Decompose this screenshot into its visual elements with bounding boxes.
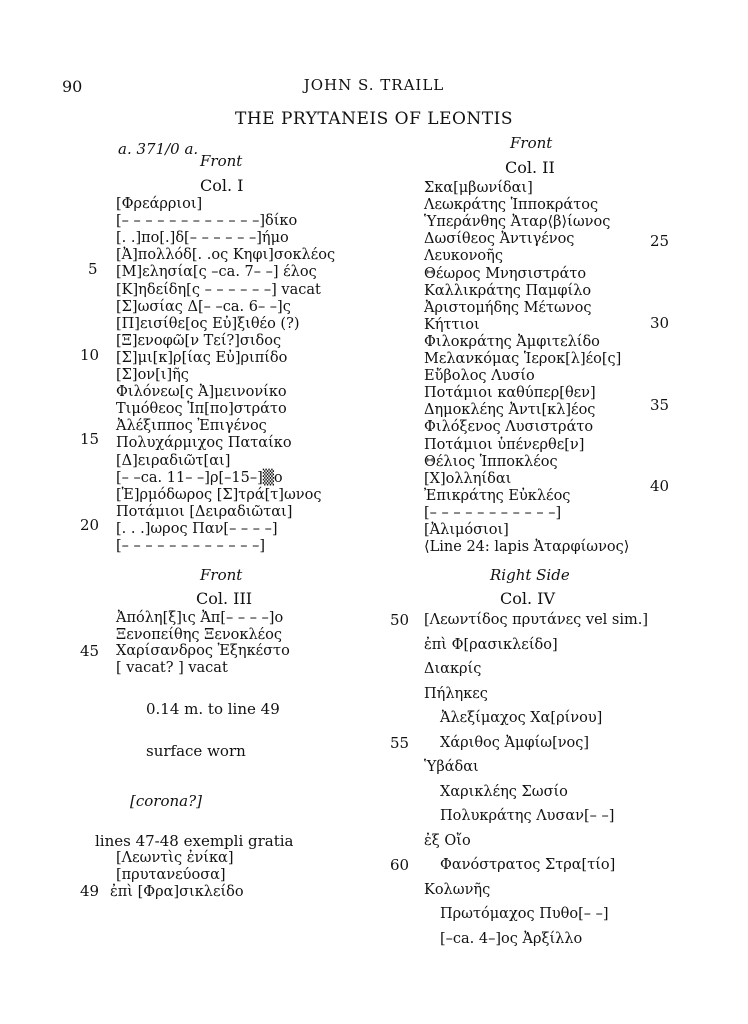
text-line: Μελανκόμας Ἱεροκ[λ]έο[ς]: [424, 351, 622, 367]
line-number: 49: [80, 882, 100, 900]
line-number: 5: [88, 260, 98, 278]
text-line: [– – – – – – – – – – – –]: [116, 538, 266, 554]
line-number: 25: [650, 232, 670, 250]
running-head: JOHN S. TRAILL: [303, 76, 445, 94]
text-line: [Σ]ον[ι]ῆς: [116, 367, 189, 383]
col1-side: Front: [200, 152, 243, 170]
text-line: [Ξ]ενοφῶ[ν Τεί?]σιδος: [116, 332, 282, 349]
col1-heading: Col. I: [200, 176, 244, 195]
text-line: [–ca. 4–]ος Ἀρξίλλο: [440, 930, 583, 947]
line-number: 35: [650, 396, 670, 414]
col4-heading: Col. IV: [500, 589, 556, 608]
text-line: ἐξ Οἴο: [424, 832, 471, 849]
text-line: ⟨Line 24: lapis Ἀταρφίωνος⟩: [424, 539, 630, 556]
text-line: Ξενοπείθης Ξενοκλέος: [116, 626, 283, 643]
text-line: Θέλιος Ἱπποκλέος: [424, 453, 558, 470]
col3-heading: Col. III: [196, 589, 253, 608]
text-line: Πήληκες: [424, 685, 488, 702]
text-line: [Π]εισίθε[ος Εὐ]ξιθέο (?): [116, 315, 300, 332]
line-number: 10: [80, 346, 100, 364]
text-line: [Φρεάρριοι]: [116, 196, 203, 212]
text-line: Ἀπόλη[ξ]ις Ἀπ[– – – –]ο: [116, 610, 284, 626]
col4-side: Right Side: [490, 566, 570, 584]
text-line: Ὑπεράνθης Ἀταρ⟨β⟩ίωνος: [424, 214, 611, 231]
text-line: [Σ]ωσίας Δ[– –ca. 6– –]ς: [116, 298, 291, 315]
text-line: [– – – – – – – – – – – –]δίκο: [116, 213, 298, 230]
text-line: Λεωκράτης Ἱπποκράτος: [424, 197, 599, 214]
text-line: Φιλόξενος Λυσιστράτο: [424, 419, 594, 436]
col3-side: Front: [200, 566, 243, 584]
line-number: 45: [80, 642, 100, 660]
text-line: [Μ]ελησία[ς –ca. 7– –] έλος: [116, 264, 317, 281]
text-line: [πρυτανεύοσα]: [116, 867, 226, 883]
text-line: [– –ca. 11– –]ρ[–15–]▒ο: [116, 469, 283, 486]
text-line: Κήττιοι: [424, 316, 480, 333]
text-line: Δημοκλέης Ἀντι[κλ]έος: [424, 402, 596, 419]
text-line: Τιμόθεος Ἱπ[πο]στράτο: [116, 401, 287, 418]
line-number: 20: [80, 516, 100, 534]
col1-date: a. 371/0 a.: [118, 140, 199, 158]
text-line: [Ἀ]πολλόδ[. .ος Κηφι]σοκλέος: [116, 247, 336, 264]
text-line: [Λεωντὶς ἐνίκα]: [116, 850, 234, 866]
line-number: 15: [80, 430, 100, 448]
col3-note-surface: surface worn: [146, 742, 246, 760]
text-line: Διακρίς: [424, 661, 482, 677]
text-line: [Κ]ηδείδη[ς – – – – – –] vacat: [116, 281, 321, 298]
text-line: Θέωρος Μνησιστράτο: [424, 265, 587, 282]
text-line: Πολυκράτης Λυσαν[– –]: [440, 808, 615, 824]
text-line: Χαρικλέης Σωσίο: [440, 783, 568, 800]
line-number: 55: [390, 734, 410, 752]
text-line: [. . .]ωρος Παν[– – – –]: [116, 520, 278, 537]
text-line: Φιλόνεω[ς Ἀ]μεινονίκο: [116, 384, 287, 401]
text-line: Δωσίθεος Ἀντιγένος: [424, 231, 575, 248]
line-number: 30: [650, 314, 670, 332]
text-line: Κολωνῆς: [424, 881, 491, 898]
text-line: Ἀλέξιππος Ἐπιγένος: [116, 418, 267, 435]
text-line: Ποτάμιοι [Δειραδιῶται]: [116, 503, 293, 520]
text-line: Ἐπικράτης Εὐκλέος: [424, 487, 571, 504]
text-line: Ἀριστομήδης Μέτωνος: [424, 299, 592, 316]
line-number: 40: [650, 477, 670, 495]
text-line: Λευκονοῆς: [424, 248, 503, 265]
text-line: Εὔβολος Λυσίο: [424, 368, 535, 385]
text-line: Ὑβάδαι: [424, 759, 479, 775]
col3-note-distance: 0.14 m. to line 49: [146, 700, 280, 718]
text-line: Πρωτόμαχος Πυθο[– –]: [440, 906, 609, 922]
text-line: Ποτάμιοι καθύπερ[θεν]: [424, 385, 596, 402]
col2-heading: Col. II: [505, 158, 555, 177]
text-line: Ποτάμιοι ὑπένερθε[ν]: [424, 436, 585, 453]
col3-note-corona: [corona?]: [130, 792, 202, 810]
text-line: Φιλοκράτης Ἀμφιτελίδο: [424, 333, 600, 350]
text-line: [Σ]μι[κ]ρ[ίας Εὐ]ριπίδο: [116, 349, 288, 366]
text-line: Ἀλεξίμαχος Χα[ρίνου]: [440, 710, 603, 726]
text-line: [Χ]ολληίδαι: [424, 470, 512, 487]
page-title: THE PRYTANEIS OF LEONTIS: [235, 109, 513, 129]
text-line: Πολυχάρμιχος Παταίκο: [116, 435, 292, 452]
text-line: Σκα[μβωνίδαι]: [424, 180, 533, 196]
text-line: [Ἀλιμόσιοι]: [424, 522, 509, 538]
text-line: ἐπὶ Φ[ρασικλείδο]: [424, 636, 558, 653]
col2-side: Front: [510, 134, 553, 152]
line-number: 50: [390, 611, 410, 629]
text-line: [– – – – – – – – – – –]: [424, 504, 562, 521]
text-line: Χαρίσανδρος Ἐξηκέστο: [116, 643, 290, 659]
text-line: [ vacat? ] vacat: [116, 659, 228, 676]
page-number: 90: [62, 77, 83, 96]
col3-note-exempli: lines 47-48 exempli gratia: [95, 832, 294, 850]
text-line: [. .]πο[.]δ[– – – – – –]ήμο: [116, 230, 289, 247]
text-line: Καλλικράτης Παμφίλο: [424, 282, 592, 299]
text-line: ἐπὶ [Φρα]σικλείδο: [110, 884, 244, 900]
text-line: Φανόστρατος Στρα[τίο]: [440, 857, 616, 873]
line-number: 60: [390, 856, 410, 874]
text-line: Χάριθος Ἀμφίω[νος]: [440, 734, 590, 751]
text-line: [Λεωντίδος πρυτάνες vel sim.]: [424, 612, 649, 628]
text-line: [Δ]ειραδιῶτ[αι]: [116, 452, 231, 469]
text-line: [Ἑ]ρμόδωρος [Σ]τρά[τ]ωνος: [116, 486, 322, 503]
